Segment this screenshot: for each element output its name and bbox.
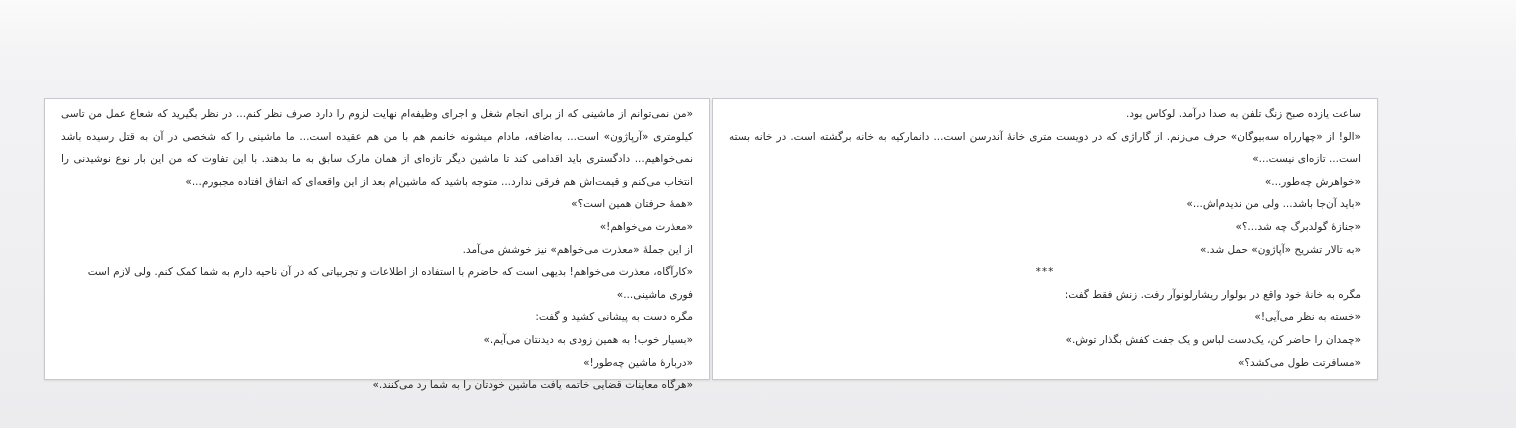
paragraph: «به تالار تشریح «آپاژون» حمل شد.»: [1200, 243, 1361, 256]
left-page-text: [61, 103, 693, 397]
paragraph: «هرگاه معاینات قضایی خاتمه یافت ماشین خودتان را به شما رد می‌کنند.»: [372, 379, 693, 392]
paragraph: «خواهرش چه‌طور...»: [1264, 175, 1361, 188]
left-page: [44, 98, 710, 392]
paragraph: «همهٔ حرفتان همین است؟»: [571, 198, 693, 211]
paragraph: «کارآگاه، معذرت می‌خواهم! بدیهی است که حاضرم با استفاده از اطلاعات و تجربیاتی که در آن ناحیه دارم به شما کمک کنم. ولی لازم است فوری ماشینی...»: [87, 266, 693, 301]
paragraph: «بسیار خوب! به همین زودی به دیدنتان می‌آیم.»: [483, 333, 693, 346]
book-spread: [44, 98, 1378, 392]
paragraph: «چمدان را حاضر کن، یک‌دست لباس و یک جفت کفش بگذار توش.»: [1065, 333, 1361, 346]
paragraph: «دربارهٔ ماشین چه‌طور!»: [583, 356, 693, 369]
paragraph: «الو! از «چهارراه سه‌بیوگان» حرف می‌زنم. از گاراژی که در دویست متری خانهٔ آندرسن است... دانمارکیه به خانه برگشته است. در خانه بسته است... تازه‌ای نیست...»: [729, 130, 1361, 166]
paragraph: مگره به خانهٔ خود واقع در بولوار ریشارلونوآر رفت. زنش فقط گفت:: [1064, 288, 1361, 301]
paragraph: ساعت یازده صبح زنگ تلفن به صدا درآمد. لوکاس بود.: [1126, 108, 1361, 120]
paragraph: «مسافرتت طول می‌کشد؟»: [1238, 356, 1361, 369]
paragraph: «باید آن‌جا باشد... ولی من ندیدم‌اش...»: [1186, 198, 1361, 211]
right-page-text: [729, 103, 1361, 374]
paragraph: مگره دست به پیشانی کشید و گفت:: [535, 311, 693, 324]
paragraph: «معذرت می‌خواهم!»: [599, 220, 693, 233]
paragraph: «من نمی‌توانم از ماشینی که از برای انجام شغل و اجرای وظیفه‌ام نهایت لزوم را دارد صرف نظر کنم... در نظر بگیرید که شعاع عمل من تاسی کیلومتری «آرپاژون» است... به‌اضافه، مادام میشونه خانمم هم با من هم عقیده است... ما ماشینی را که شخصی در آن به قتل رسیده باشد نمی‌خواهیم... دادگستری باید اقدامی کند تا ماشین دیگر تازه‌ای از همان مارک سابق به ما بدهند. با این تفاوت که من این بار نوع نوشیدنی را انتخاب می‌کنم و قیمت‌اش هم فرقی ندارد... متوجه باشید که ماشین‌ام بعد از این واقعه‌ای که اتفاق افتاده مجبورم...»: [61, 108, 693, 188]
paragraph: «خسته به نظر می‌آیی!»: [1254, 311, 1361, 324]
section-separator: ***: [1035, 266, 1055, 279]
paragraph: «جنازهٔ گولدبرگ چه شد...؟»: [1235, 220, 1361, 233]
right-page: [712, 98, 1378, 380]
paragraph: از این جملهٔ «معذرت می‌خواهم» نیز خوشش می‌آمد.: [462, 243, 693, 256]
